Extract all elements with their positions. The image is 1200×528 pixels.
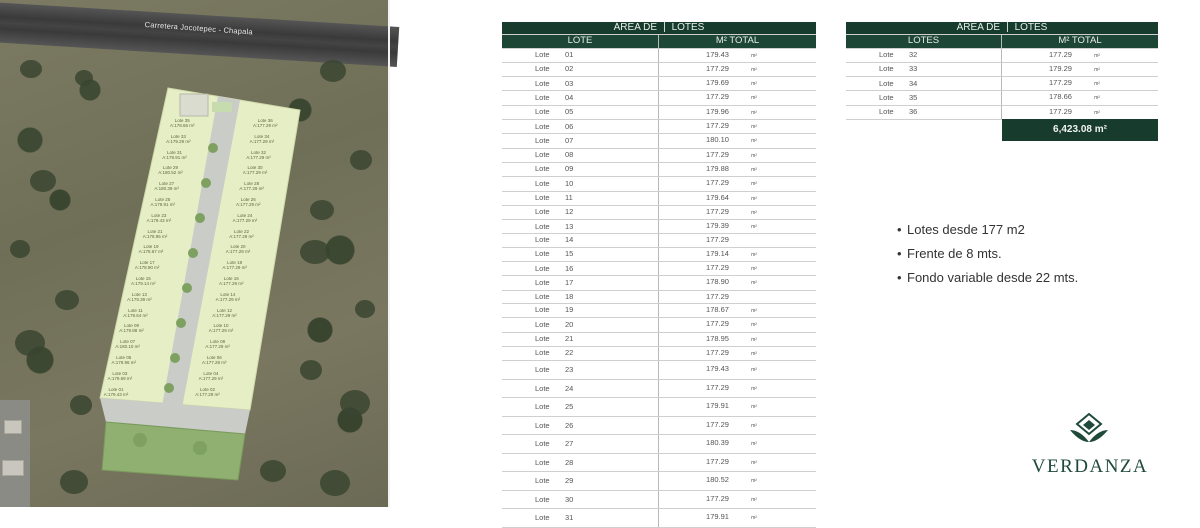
lote-cell: Lote 23 (502, 361, 658, 380)
area-cell: 177.29 m² (1001, 48, 1158, 62)
lote-cell: Lote 05 (502, 105, 658, 119)
area-cell: 178.95 m² (658, 332, 816, 346)
lots-area-table-left (502, 22, 816, 528)
lote-cell: Lote 07 (502, 134, 658, 148)
table-row (502, 303, 816, 317)
lote-cell: Lote 36 (846, 105, 1001, 119)
table-row (502, 453, 816, 472)
area-cell: 177.29 m² (658, 120, 816, 134)
lot-label: Lote 14 A:177.29 m² (215, 291, 241, 302)
lote-cell: Lote 21 (502, 332, 658, 346)
area-cell: 177.29 m² (658, 346, 816, 360)
table-row (502, 191, 816, 205)
feature-item: • Frente de 8 mts. (897, 246, 1002, 261)
lot-label: Lote 27 A:180.39 m² (154, 181, 179, 192)
area-cell: 179.91 m² (658, 398, 816, 417)
lot-label: Lote 07 A:180.10 m² (115, 339, 140, 350)
lot-label: Lote 15 A:179.14 m² (131, 276, 156, 286)
tree (320, 60, 346, 82)
area-cell: 177.29 m² (658, 453, 816, 472)
feature-list (897, 221, 1078, 293)
table-row (502, 490, 816, 509)
table-row (502, 120, 816, 134)
table-row (502, 77, 816, 91)
lote-cell: Lote 29 (502, 472, 658, 491)
table-row (502, 290, 816, 303)
tree (30, 170, 56, 192)
area-cell: 177.29 m² (658, 262, 816, 276)
table-row (502, 346, 816, 360)
tree (20, 60, 42, 78)
highway (0, 2, 399, 67)
area-cell: 179.43 m² (658, 361, 816, 380)
area-cell: 179.43 m² (658, 48, 816, 62)
lot-label: Lote 06 A:177.29 m² (202, 355, 227, 365)
divider (388, 0, 390, 507)
column-header-total: M² TOTAL (658, 35, 816, 48)
table-row (846, 48, 1158, 62)
area-cell: 179.96 m² (658, 105, 816, 119)
table-row (502, 361, 816, 380)
area-cell: 178.90 m² (658, 276, 816, 290)
tree (75, 70, 93, 86)
area-cell: 177.29 m² (658, 318, 816, 332)
tree (300, 240, 330, 264)
lot-label: Lote 36 A:177.29 m² (253, 118, 278, 128)
lote-cell: Lote 20 (502, 318, 658, 332)
lot-label: Lote 18 A:177.29 m² (222, 260, 247, 271)
lote-cell: Lote 06 (502, 120, 658, 134)
tree (55, 290, 79, 310)
lote-cell: Lote 09 (502, 162, 658, 176)
lote-cell: Lote 30 (502, 490, 658, 509)
lote-cell: Lote 13 (502, 220, 658, 234)
lot-label: Lote 03 A:179.69 m² (107, 370, 133, 381)
area-cell: 177.29 m² (658, 416, 816, 435)
area-cell: 178.67 m² (658, 303, 816, 317)
table-row (502, 435, 816, 454)
lote-cell: Lote 01 (502, 48, 658, 62)
lote-cell: Lote 19 (502, 303, 658, 317)
lot-label: Lote 33 A:179.29 m² (166, 133, 191, 144)
table-row (502, 62, 816, 76)
area-cell: 177.29 m² (658, 379, 816, 398)
area-cell: 177.29 m² (658, 490, 816, 509)
leaf-logo-icon (1068, 412, 1110, 448)
area-cell: 180.39 m² (658, 435, 816, 454)
lote-cell: Lote 25 (502, 398, 658, 417)
area-cell: 177.29 m² (658, 148, 816, 162)
lot-label: Lote 19 A:178.67 m² (138, 244, 164, 255)
plot-outline (100, 88, 300, 480)
lot-label: Lote 05 A:179.96 m² (111, 355, 137, 365)
aerial-site-map (0, 0, 388, 507)
lot-label: Lote 31 A:179.91 m² (162, 149, 187, 160)
lote-cell: Lote 18 (502, 290, 658, 303)
lote-cell: Lote 08 (502, 148, 658, 162)
brand-name: VERDANZA (1031, 456, 1149, 477)
table-row (502, 379, 816, 398)
area-cell: 177.29 m² (1001, 77, 1158, 91)
table-row (502, 205, 816, 219)
feature-item: • Fondo variable desde 22 mts. (897, 270, 1079, 285)
lot-label: Lote 02 A:177.29 m² (195, 386, 220, 397)
lote-cell: Lote 11 (502, 191, 658, 205)
lot-label: Lote 01 A:179.43 m² (103, 386, 129, 397)
lot-label: Lote 21 A:178.95 m² (142, 228, 168, 239)
lote-cell: Lote 28 (502, 453, 658, 472)
lot-label: Lote 26 A:177.29 m² (236, 197, 261, 207)
column-header-lote: LOTE (502, 35, 658, 48)
table-row (846, 91, 1158, 105)
lot-label: Lote 08 A:177.29 m² (205, 339, 230, 350)
lote-cell: Lote 33 (846, 62, 1001, 76)
lot-label: Lote 34 A:177.29 m² (249, 133, 275, 144)
lote-cell: Lote 10 (502, 177, 658, 191)
area-cell: 177.29 m² (658, 205, 816, 219)
lote-cell: Lote 27 (502, 435, 658, 454)
area-cell: 180.10 m² (658, 134, 816, 148)
table-row (502, 134, 816, 148)
lote-cell: Lote 15 (502, 247, 658, 261)
area-cell: 180.52 m² (658, 472, 816, 491)
lote-cell: Lote 17 (502, 276, 658, 290)
lot-label: Lote 30 A:177.29 m² (242, 165, 268, 176)
lote-cell: Lote 32 (846, 48, 1001, 62)
table-body (846, 48, 1158, 119)
table-row (502, 247, 816, 261)
area-cell: 179.91 m² (658, 509, 816, 528)
area-cell: 179.39 m² (658, 220, 816, 234)
column-header-lote: LOTES (846, 35, 1001, 48)
tree (10, 240, 30, 258)
lot-label: Lote 16 A:177.29 m² (219, 276, 244, 286)
lot-label: Lote 04 A:177.29 m² (198, 370, 224, 381)
table-row (846, 77, 1158, 91)
table-row (502, 332, 816, 346)
verdanza-logo (1010, 412, 1170, 482)
lote-cell: Lote 04 (502, 91, 658, 105)
table-row (502, 148, 816, 162)
table-row (502, 472, 816, 491)
lote-cell: Lote 24 (502, 379, 658, 398)
lot-label: Lote 24 A:177.29 m² (232, 212, 258, 223)
area-cell: 177.29 m² (658, 177, 816, 191)
lote-cell: Lote 26 (502, 416, 658, 435)
lot-label: Lote 10 A:177.29 m² (208, 323, 234, 334)
total-area: 6,423.08 m² (1002, 119, 1158, 141)
tree (340, 390, 370, 416)
table-title: ÁREA DE LOTES (846, 22, 1158, 35)
lote-cell: Lote 31 (502, 509, 658, 528)
area-cell: 177.29 (658, 290, 816, 303)
area-cell: 177.29 m² (658, 91, 816, 105)
lote-cell: Lote 22 (502, 346, 658, 360)
lot-label: Lote 29 A:180.52 m² (158, 165, 183, 176)
lots-area-table-right (846, 22, 1158, 120)
lot-label: Lote 09 A:179.88 m² (119, 323, 144, 334)
area-cell: 178.66 m² (1001, 91, 1158, 105)
area-cell: 179.64 m² (658, 191, 816, 205)
table-row (502, 416, 816, 435)
column-header-total: M² TOTAL (1001, 35, 1158, 48)
tree (355, 300, 375, 318)
lot-label: Lote 32 A:177.29 m² (246, 149, 271, 160)
subdivision-plot (100, 88, 300, 480)
lot-label: Lote 11 A:179.64 m² (123, 307, 148, 318)
lot-label: Lote 22 A:177.29 m² (229, 228, 254, 239)
table-row (502, 234, 816, 247)
lot-label: Lote 23 A:179.43 m² (146, 212, 172, 223)
table-row (502, 318, 816, 332)
lote-cell: Lote 12 (502, 205, 658, 219)
table-row (502, 276, 816, 290)
tree (15, 330, 45, 356)
area-cell: 179.14 m² (658, 247, 816, 261)
lote-cell: Lote 02 (502, 62, 658, 76)
table-row (502, 162, 816, 176)
lot-label: Lote 17 A:178.90 m² (134, 260, 160, 271)
lot-label: Lote 28 A:177.29 m² (239, 181, 264, 192)
lot-label: Lote 12 A:177.29 m² (212, 307, 237, 318)
lot-label: Lote 20 A:177.29 m² (225, 244, 251, 255)
tree (310, 200, 334, 220)
lote-cell: Lote 03 (502, 77, 658, 91)
lote-cell: Lote 14 (502, 234, 658, 247)
table-row (502, 91, 816, 105)
tree (60, 470, 88, 494)
lote-cell: Lote 35 (846, 91, 1001, 105)
tree (300, 360, 322, 380)
tree (320, 470, 350, 496)
lot-label: Lote 25 A:179.91 m² (150, 197, 176, 207)
lot-label: Lote 35 A:178.66 m² (170, 118, 195, 128)
lot-label: Lote 13 A:179.39 m² (127, 291, 152, 302)
table-title: ÁREA DE LOTES (502, 22, 816, 35)
road-label: Carretera Jocotepec - Chapala (144, 20, 254, 37)
table-row (502, 220, 816, 234)
area-cell: 179.88 m² (658, 162, 816, 176)
lote-cell: Lote 34 (846, 77, 1001, 91)
lote-cell: Lote 16 (502, 262, 658, 276)
table-row (846, 62, 1158, 76)
tree (350, 150, 372, 170)
area-cell: 177.29 m² (658, 62, 816, 76)
area-cell: 177.29 (658, 234, 816, 247)
table-row (502, 262, 816, 276)
area-cell: 177.29 m² (1001, 105, 1158, 119)
neighbor-buildings (0, 400, 30, 507)
table-row (502, 105, 816, 119)
table-row (502, 48, 816, 62)
feature-item: • Lotes desde 177 m2 (897, 222, 1025, 237)
table-row (846, 105, 1158, 119)
area-cell: 179.29 m² (1001, 62, 1158, 76)
area-cell: 179.69 m² (658, 77, 816, 91)
table-row (502, 509, 816, 528)
table-row (502, 177, 816, 191)
tree (70, 395, 92, 415)
table-row (502, 398, 816, 417)
table-body (502, 48, 816, 527)
